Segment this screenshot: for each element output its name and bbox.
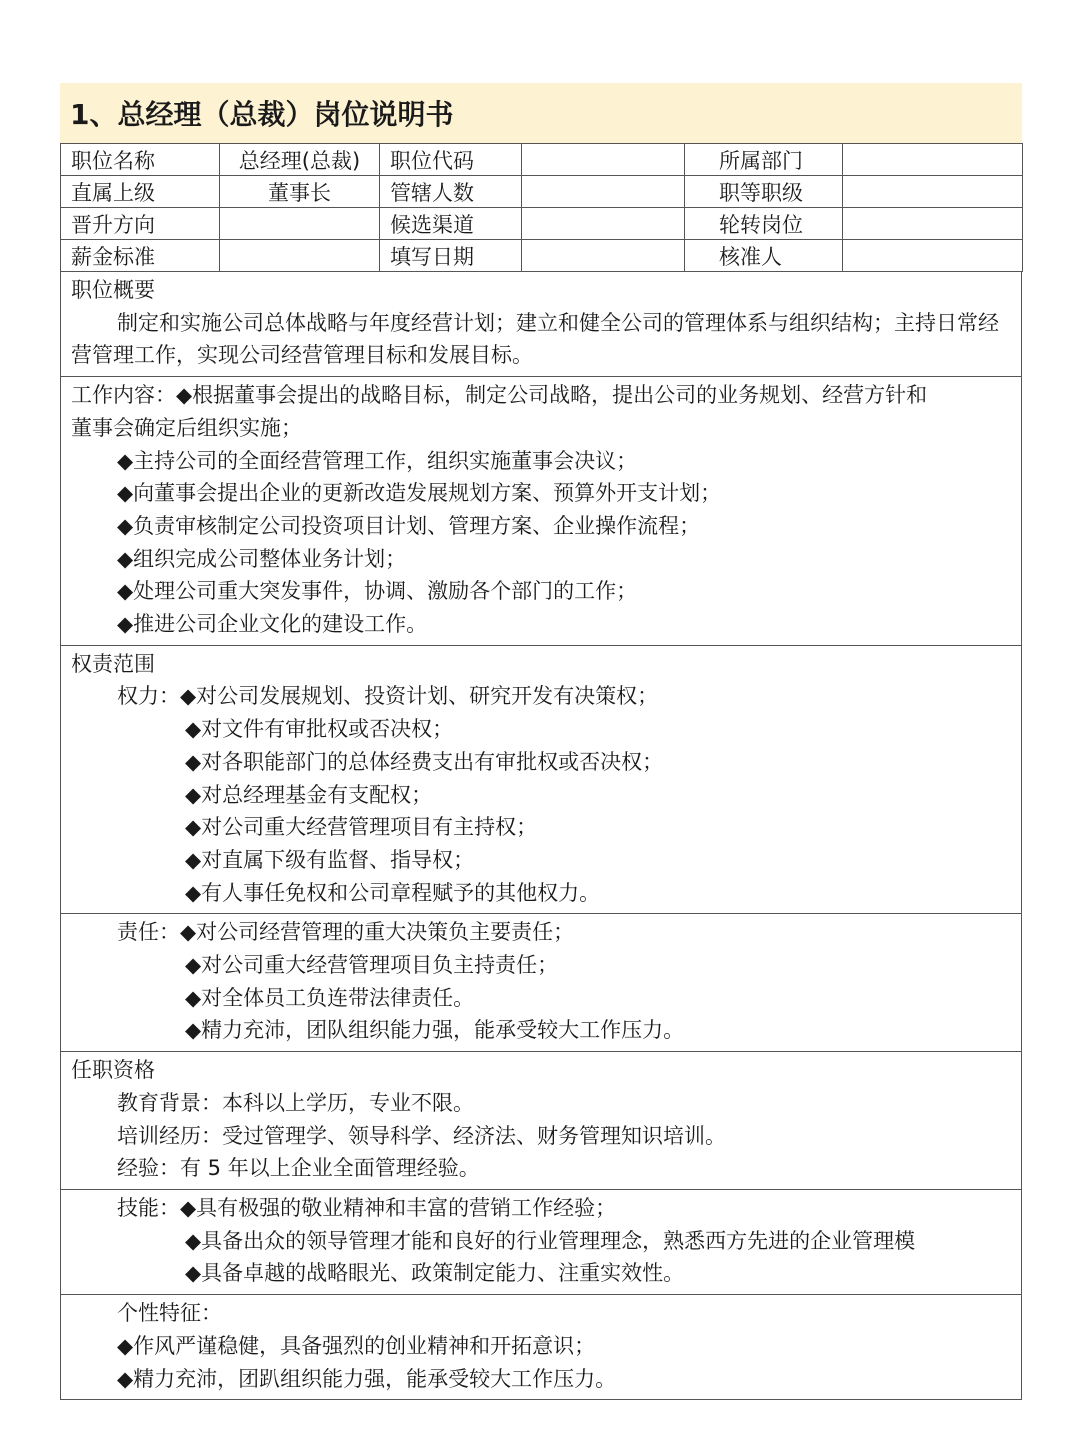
- info-row: [61, 240, 1023, 272]
- qualification-section: [60, 1052, 1022, 1190]
- info-key: 核准人: [685, 240, 843, 272]
- info-value: [522, 208, 685, 240]
- info-key: 职位名称: [61, 144, 220, 176]
- training-line: 培训经历：受过管理学、领导科学、经济法、财务管理知识培训。: [117, 1123, 726, 1148]
- experience-line: 经验：有 5 年以上企业全面管理经验。: [117, 1156, 480, 1181]
- summary-section: [60, 272, 1022, 377]
- responsibility-item: ◆精力充沛，团队组织能力强，能承受较大工作压力。: [185, 1018, 685, 1043]
- authority-item: ◆对公司重大经营管理项目有主持权；: [185, 815, 538, 840]
- authority-item: 权力：◆对公司发展规划、投资计划、研究开发有决策权；: [117, 684, 659, 709]
- work-line: 董事会确定后组织实施；: [71, 415, 302, 440]
- authority-heading: 权责范围: [71, 651, 155, 676]
- info-key: 职等职级: [685, 176, 843, 208]
- info-key: 候选渠道: [380, 208, 522, 240]
- responsibility-item: 责任：◆对公司经营管理的重大决策负主要责任；: [117, 920, 575, 945]
- info-value: [522, 176, 685, 208]
- info-row: [61, 144, 1023, 176]
- info-value: 董事长: [220, 176, 380, 208]
- work-item: ◆主持公司的全面经营管理工作，组织实施董事会决议；: [117, 448, 638, 473]
- info-value: [220, 240, 380, 272]
- authority-item: ◆有人事任免权和公司章程赋予的其他权力。: [185, 880, 601, 905]
- responsibility-item: ◆对全体员工负连带法律责任。: [185, 985, 475, 1010]
- work-item: ◆向董事会提出企业的更新改造发展规划方案、预算外开支计划；: [117, 481, 722, 506]
- skill-item: ◆具备出众的领导管理才能和良好的行业管理理念，熟悉西方先进的企业管理模: [185, 1228, 916, 1253]
- work-item: ◆负责审核制定公司投资项目计划、管理方案、企业操作流程；: [117, 513, 701, 538]
- work-content-section: [60, 377, 1022, 646]
- responsibility-section: [60, 914, 1022, 1052]
- personality-item: ◆精力充沛，团趴组织能力强，能承受较大工作压力。: [117, 1366, 617, 1391]
- info-key: 填写日期: [380, 240, 522, 272]
- qualification-heading: 任职资格: [71, 1058, 155, 1083]
- info-key: 直属上级: [61, 176, 220, 208]
- authority-item: ◆对文件有审批权或否决权；: [185, 717, 454, 742]
- work-item: ◆处理公司重大突发事件，协调、激励各个部门的工作；: [117, 579, 638, 604]
- info-value: [220, 208, 380, 240]
- work-item: ◆推进公司企业文化的建设工作。: [117, 612, 428, 637]
- info-key: 轮转岗位: [685, 208, 843, 240]
- info-key: 所属部门: [685, 144, 843, 176]
- basic-info-table: [60, 143, 1023, 272]
- education-line: 教育背景：本科以上学历，专业不限。: [117, 1090, 474, 1115]
- authority-item: ◆对各职能部门的总体经费支出有审批权或否决权；: [185, 749, 664, 774]
- authority-section: [60, 646, 1022, 915]
- skills-section: [60, 1190, 1022, 1295]
- info-value: [843, 144, 1023, 176]
- personality-section: [60, 1295, 1022, 1400]
- work-item: ◆组织完成公司整体业务计划；: [117, 546, 407, 571]
- authority-item: ◆对总经理基金有支配权；: [185, 782, 433, 807]
- info-row: [61, 208, 1023, 240]
- work-line: 工作内容：◆根据董事会提出的战略目标，制定公司战略，提出公司的业务规划、经营方针和: [71, 383, 928, 408]
- info-value: 总经理(总裁): [220, 144, 380, 176]
- personality-heading: 个性特征：: [117, 1301, 222, 1326]
- info-value: [522, 144, 685, 176]
- job-description-sheet: [60, 83, 1022, 1400]
- info-value: [843, 240, 1023, 272]
- info-key: 管辖人数: [380, 176, 522, 208]
- responsibility-item: ◆对公司重大经营管理项目负主持责任；: [185, 953, 559, 978]
- info-key: 薪金标准: [61, 240, 220, 272]
- info-value: [843, 176, 1023, 208]
- info-key: 晋升方向: [61, 208, 220, 240]
- personality-item: ◆作风严谨稳健，具备强烈的创业精神和开拓意识；: [117, 1333, 596, 1358]
- authority-item: ◆对直属下级有监督、指导权；: [185, 847, 475, 872]
- info-value: [522, 240, 685, 272]
- info-value: [843, 208, 1023, 240]
- skill-item: 技能：◆具有极强的敬业精神和丰富的营销工作经验；: [117, 1195, 617, 1220]
- summary-heading: 职位概要: [71, 278, 155, 302]
- summary-body: 制定和实施公司总体战略与年度经营计划；建立和健全公司的管理体系与组织结构；主持日常经营管理工作，实现公司经营管理目标和发展目标。: [71, 310, 999, 368]
- info-key: 职位代码: [380, 144, 522, 176]
- info-row: [61, 176, 1023, 208]
- document-title: 1、总经理（总裁）岗位说明书: [60, 83, 1022, 143]
- skill-item: ◆具备卓越的战略眼光、政策制定能力、注重实效性。: [185, 1261, 685, 1286]
